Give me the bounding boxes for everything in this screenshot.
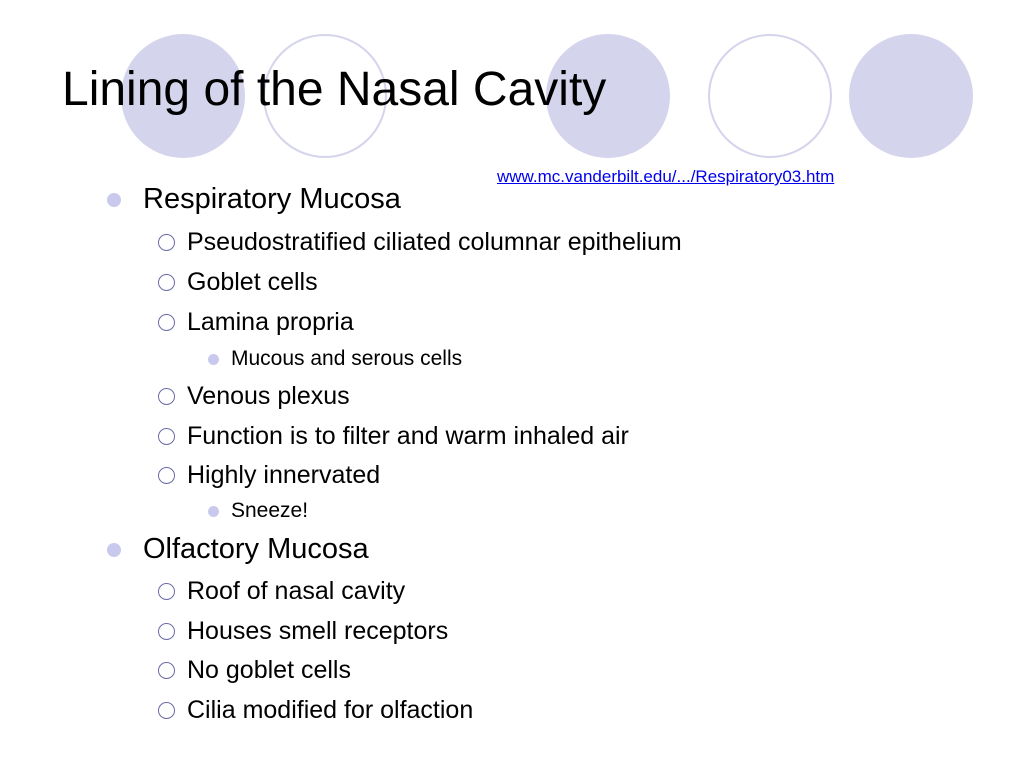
decorative-circle-filled: [849, 34, 973, 158]
sub-bullet-label: No goblet cells: [187, 656, 351, 684]
sub-bullet-item: [158, 308, 354, 337]
sub-bullet-label: Lamina propria: [187, 308, 354, 336]
decorative-circle-ring: [708, 34, 832, 158]
hollow-circle-icon: [158, 314, 175, 331]
filled-circle-icon: [208, 506, 219, 517]
sub-bullet-item: [158, 422, 629, 451]
filled-circle-icon: [107, 543, 121, 557]
sub-bullet-item: [158, 656, 351, 685]
sub-bullet-label: Pseudostratified ciliated columnar epithelium: [187, 228, 682, 256]
sub-bullet-label: Venous plexus: [187, 382, 350, 410]
filled-circle-icon: [208, 354, 219, 365]
filled-circle-icon: [107, 193, 121, 207]
sub-bullet-label: Highly innervated: [187, 461, 381, 489]
hollow-circle-icon: [158, 388, 175, 405]
hollow-circle-icon: [158, 623, 175, 640]
hollow-circle-icon: [158, 428, 175, 445]
sub-bullet-item: [158, 696, 473, 725]
sub-sub-bullet-item: [208, 347, 462, 371]
sub-bullet-item: [158, 577, 405, 606]
hollow-circle-icon: [158, 467, 175, 484]
sub-bullet-item: [158, 382, 350, 411]
sub-bullet-item: [158, 617, 448, 646]
bullet-label: Respiratory Mucosa: [143, 183, 401, 215]
bullet-item: [107, 183, 401, 216]
sub-bullet-label: Function is to filter and warm inhaled air: [187, 422, 629, 450]
sub-bullet-item: [158, 461, 380, 490]
sub-bullet-label: Houses smell receptors: [187, 617, 449, 645]
sub-sub-bullet-label: Mucous and serous cells: [231, 347, 463, 370]
source-link[interactable]: www.mc.vanderbilt.edu/.../Respiratory03.htm: [497, 167, 835, 186]
sub-bullet-label: Roof of nasal cavity: [187, 577, 406, 605]
bullet-label: Olfactory Mucosa: [143, 533, 369, 565]
sub-bullet-label: Goblet cells: [187, 268, 318, 296]
sub-bullet-item: [158, 228, 682, 257]
sub-bullet-item: [158, 268, 318, 297]
sub-bullet-label: Cilia modified for olfaction: [187, 696, 474, 724]
sub-sub-bullet-item: [208, 499, 308, 523]
bullet-item: [107, 533, 369, 566]
slide-title: Lining of the Nasal Cavity: [62, 63, 607, 116]
hollow-circle-icon: [158, 702, 175, 719]
hollow-circle-icon: [158, 662, 175, 679]
hollow-circle-icon: [158, 234, 175, 251]
sub-sub-bullet-label: Sneeze!: [231, 499, 309, 522]
hollow-circle-icon: [158, 583, 175, 600]
hollow-circle-icon: [158, 274, 175, 291]
